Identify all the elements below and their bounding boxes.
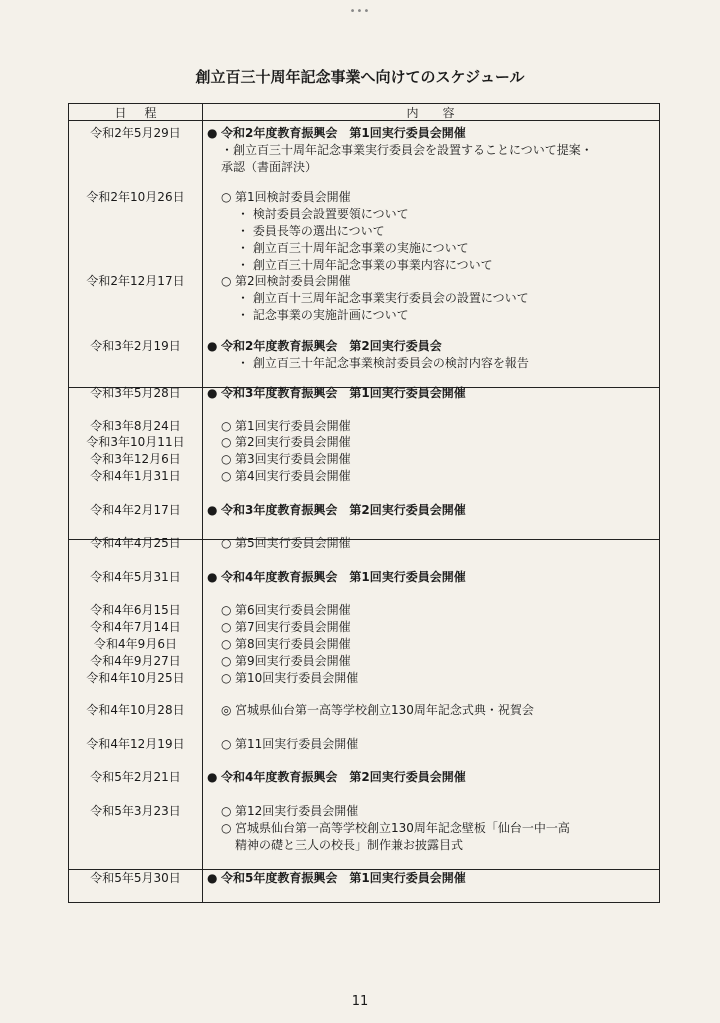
- schedule-entry: [221, 417, 351, 434]
- schedule-entry-text: 第5回実行委員会開催: [235, 536, 351, 550]
- filled-circle-marker: ●: [207, 770, 218, 784]
- schedule-entry-text: 第1回実行委員会開催: [235, 419, 351, 433]
- schedule-date: 令和3年12月6日: [90, 452, 181, 466]
- schedule-date: 令和4年9月6日: [94, 637, 177, 651]
- schedule-entry: [207, 337, 442, 354]
- open-circle-marker: ○: [221, 821, 232, 835]
- schedule-date: 令和4年9月27日: [90, 654, 181, 668]
- schedule-entry-text: 第2回検討委員会開催: [235, 274, 351, 288]
- schedule-entry: [221, 188, 351, 205]
- schedule-entry: [237, 256, 493, 273]
- schedule-entry: [221, 467, 351, 484]
- open-circle-marker: ○: [221, 603, 232, 617]
- schedule-entry-text: 宮城県仙台第一高等学校創立130周年記念式典・祝賀会: [235, 703, 534, 717]
- schedule-entry: [207, 124, 466, 141]
- open-circle-marker: ○: [221, 671, 232, 685]
- schedule-entry-text: 第7回実行委員会開催: [235, 620, 351, 634]
- schedule-entry: [221, 534, 351, 551]
- open-circle-marker: ○: [221, 536, 232, 550]
- schedule-date: 令和4年6月15日: [90, 603, 181, 617]
- filled-circle-marker: ●: [207, 126, 218, 140]
- schedule-entry: [221, 141, 593, 158]
- schedule-entry: [237, 205, 409, 222]
- schedule-date: 令和4年2月17日: [90, 503, 181, 517]
- open-circle-marker: ○: [221, 190, 232, 204]
- schedule-entry-text: 第10回実行委員会開催: [235, 671, 359, 685]
- schedule-date: 令和3年10月11日: [86, 435, 185, 449]
- schedule-entry-text: 令和3年度教育振興会 第1回実行委員会開催: [221, 386, 466, 400]
- schedule-date: 令和5年3月23日: [90, 804, 181, 818]
- schedule-entry-text: 令和2年度教育振興会 第2回実行委員会: [221, 339, 442, 353]
- table-header: [69, 104, 659, 121]
- schedule-entry-text: ・ 創立百三十周年記念事業の実施について: [237, 241, 469, 255]
- schedule-table: [68, 103, 660, 903]
- schedule-entry: [235, 836, 463, 853]
- open-circle-marker: ○: [221, 804, 232, 818]
- schedule-entry-text: 第4回実行委員会開催: [235, 469, 351, 483]
- schedule-date: 令和3年8月24日: [90, 419, 181, 433]
- open-circle-marker: ○: [221, 419, 232, 433]
- schedule-entry: [221, 618, 351, 635]
- filled-circle-marker: ●: [207, 386, 218, 400]
- schedule-entry: [237, 306, 409, 323]
- open-circle-marker: ○: [221, 620, 232, 634]
- schedule-date: 令和4年7月14日: [90, 620, 181, 634]
- filled-circle-marker: ●: [207, 503, 218, 517]
- schedule-entry: [237, 239, 469, 256]
- schedule-entry: [221, 450, 351, 467]
- open-circle-marker: ○: [221, 435, 232, 449]
- schedule-entry-text: ・ 創立百三十年記念事業検討委員会の検討内容を報告: [237, 356, 529, 370]
- double-circle-marker: ◎: [221, 703, 232, 717]
- schedule-date: 令和5年2月21日: [90, 770, 181, 784]
- schedule-entry-text: 第3回実行委員会開催: [235, 452, 351, 466]
- filled-circle-marker: ●: [207, 871, 218, 885]
- schedule-entry-text: 令和4年度教育振興会 第2回実行委員会開催: [221, 770, 466, 784]
- schedule-entry-text: 第6回実行委員会開催: [235, 603, 351, 617]
- schedule-date: 令和4年10月28日: [86, 703, 185, 717]
- schedule-entry-text: 令和2年度教育振興会 第1回実行委員会開催: [221, 126, 466, 140]
- schedule-entry: [221, 735, 358, 752]
- open-circle-marker: ○: [221, 469, 232, 483]
- filled-circle-marker: ●: [207, 570, 218, 584]
- open-circle-marker: ○: [221, 452, 232, 466]
- schedule-entry: [207, 568, 466, 585]
- header-content: 内容: [406, 106, 479, 120]
- open-circle-marker: ○: [221, 737, 232, 751]
- filled-circle-marker: ●: [207, 339, 218, 353]
- schedule-date: 令和4年10月25日: [86, 671, 185, 685]
- schedule-entry-text: 第1回検討委員会開催: [235, 190, 351, 204]
- schedule-entry-text: ・ 記念事業の実施計画について: [237, 308, 409, 322]
- schedule-entry-text: 精神の礎と三人の校長」制作兼お披露目式: [235, 838, 464, 852]
- open-circle-marker: ○: [221, 274, 232, 288]
- schedule-entry: [237, 289, 529, 306]
- schedule-entry-text: ・ 検討委員会設置要領について: [237, 207, 409, 221]
- schedule-entry: [207, 501, 466, 518]
- schedule-entry: [207, 384, 466, 401]
- schedule-entry: [237, 222, 385, 239]
- schedule-date: 令和4年12月19日: [86, 737, 185, 751]
- open-circle-marker: ○: [221, 637, 232, 651]
- schedule-entry: [221, 635, 351, 652]
- schedule-entry-text: 第12回実行委員会開催: [235, 804, 359, 818]
- schedule-date: 令和4年5月31日: [90, 570, 181, 584]
- schedule-entry: [221, 701, 534, 718]
- schedule-entry: [221, 802, 358, 819]
- open-circle-marker: ○: [221, 654, 232, 668]
- schedule-entry-text: 宮城県仙台第一高等学校創立130周年記念壁板「仙台一中一高: [235, 821, 570, 835]
- schedule-entry-text: ・ 創立百三十周年記念事業の事業内容について: [237, 258, 493, 272]
- schedule-entry-text: 承認（書面評決）: [221, 160, 318, 174]
- schedule-entry: [221, 601, 351, 618]
- header-dots: •••: [349, 6, 371, 17]
- schedule-entry-text: 令和4年度教育振興会 第1回実行委員会開催: [221, 570, 466, 584]
- schedule-entry: [221, 158, 317, 175]
- schedule-date: 令和4年1月31日: [90, 469, 181, 483]
- schedule-date: 令和3年5月28日: [90, 386, 181, 400]
- schedule-entry-text: 第9回実行委員会開催: [235, 654, 351, 668]
- schedule-date: 令和2年5月29日: [90, 126, 181, 140]
- schedule-entry: [221, 652, 351, 669]
- schedule-date: 令和3年2月19日: [90, 339, 181, 353]
- schedule-entry: [237, 354, 529, 371]
- schedule-entry: [221, 272, 351, 289]
- header-date: 日程: [114, 106, 175, 120]
- schedule-entry: [221, 669, 358, 686]
- schedule-date: 令和2年12月17日: [86, 274, 185, 288]
- schedule-entry: [207, 768, 466, 785]
- schedule-entry-text: ・ 委員長等の選出について: [237, 224, 385, 238]
- schedule-entry-text: 第8回実行委員会開催: [235, 637, 351, 651]
- page-title: 創立百三十周年記念事業へ向けてのスケジュール: [195, 68, 525, 86]
- page-number: 11: [351, 994, 369, 1009]
- column-divider: [202, 104, 203, 902]
- schedule-entry-text: 令和5年度教育振興会 第1回実行委員会開催: [221, 871, 466, 885]
- schedule-date: 令和5年5月30日: [90, 871, 181, 885]
- schedule-entry-text: 令和3年度教育振興会 第2回実行委員会開催: [221, 503, 466, 517]
- schedule-date: 令和2年10月26日: [86, 190, 185, 204]
- schedule-entry: [221, 433, 351, 450]
- schedule-entry: [207, 869, 466, 886]
- schedule-date: 令和4年4月25日: [90, 536, 181, 550]
- schedule-entry-text: ・ 創立百十三周年記念事業実行委員会の設置について: [237, 291, 529, 305]
- schedule-entry-text: 第2回実行委員会開催: [235, 435, 351, 449]
- schedule-entry: [221, 819, 570, 836]
- schedule-entry-text: 第11回実行委員会開催: [235, 737, 359, 751]
- schedule-entry-text: ・創立百三十周年記念事業実行委員会を設置することについて提案・: [221, 143, 593, 157]
